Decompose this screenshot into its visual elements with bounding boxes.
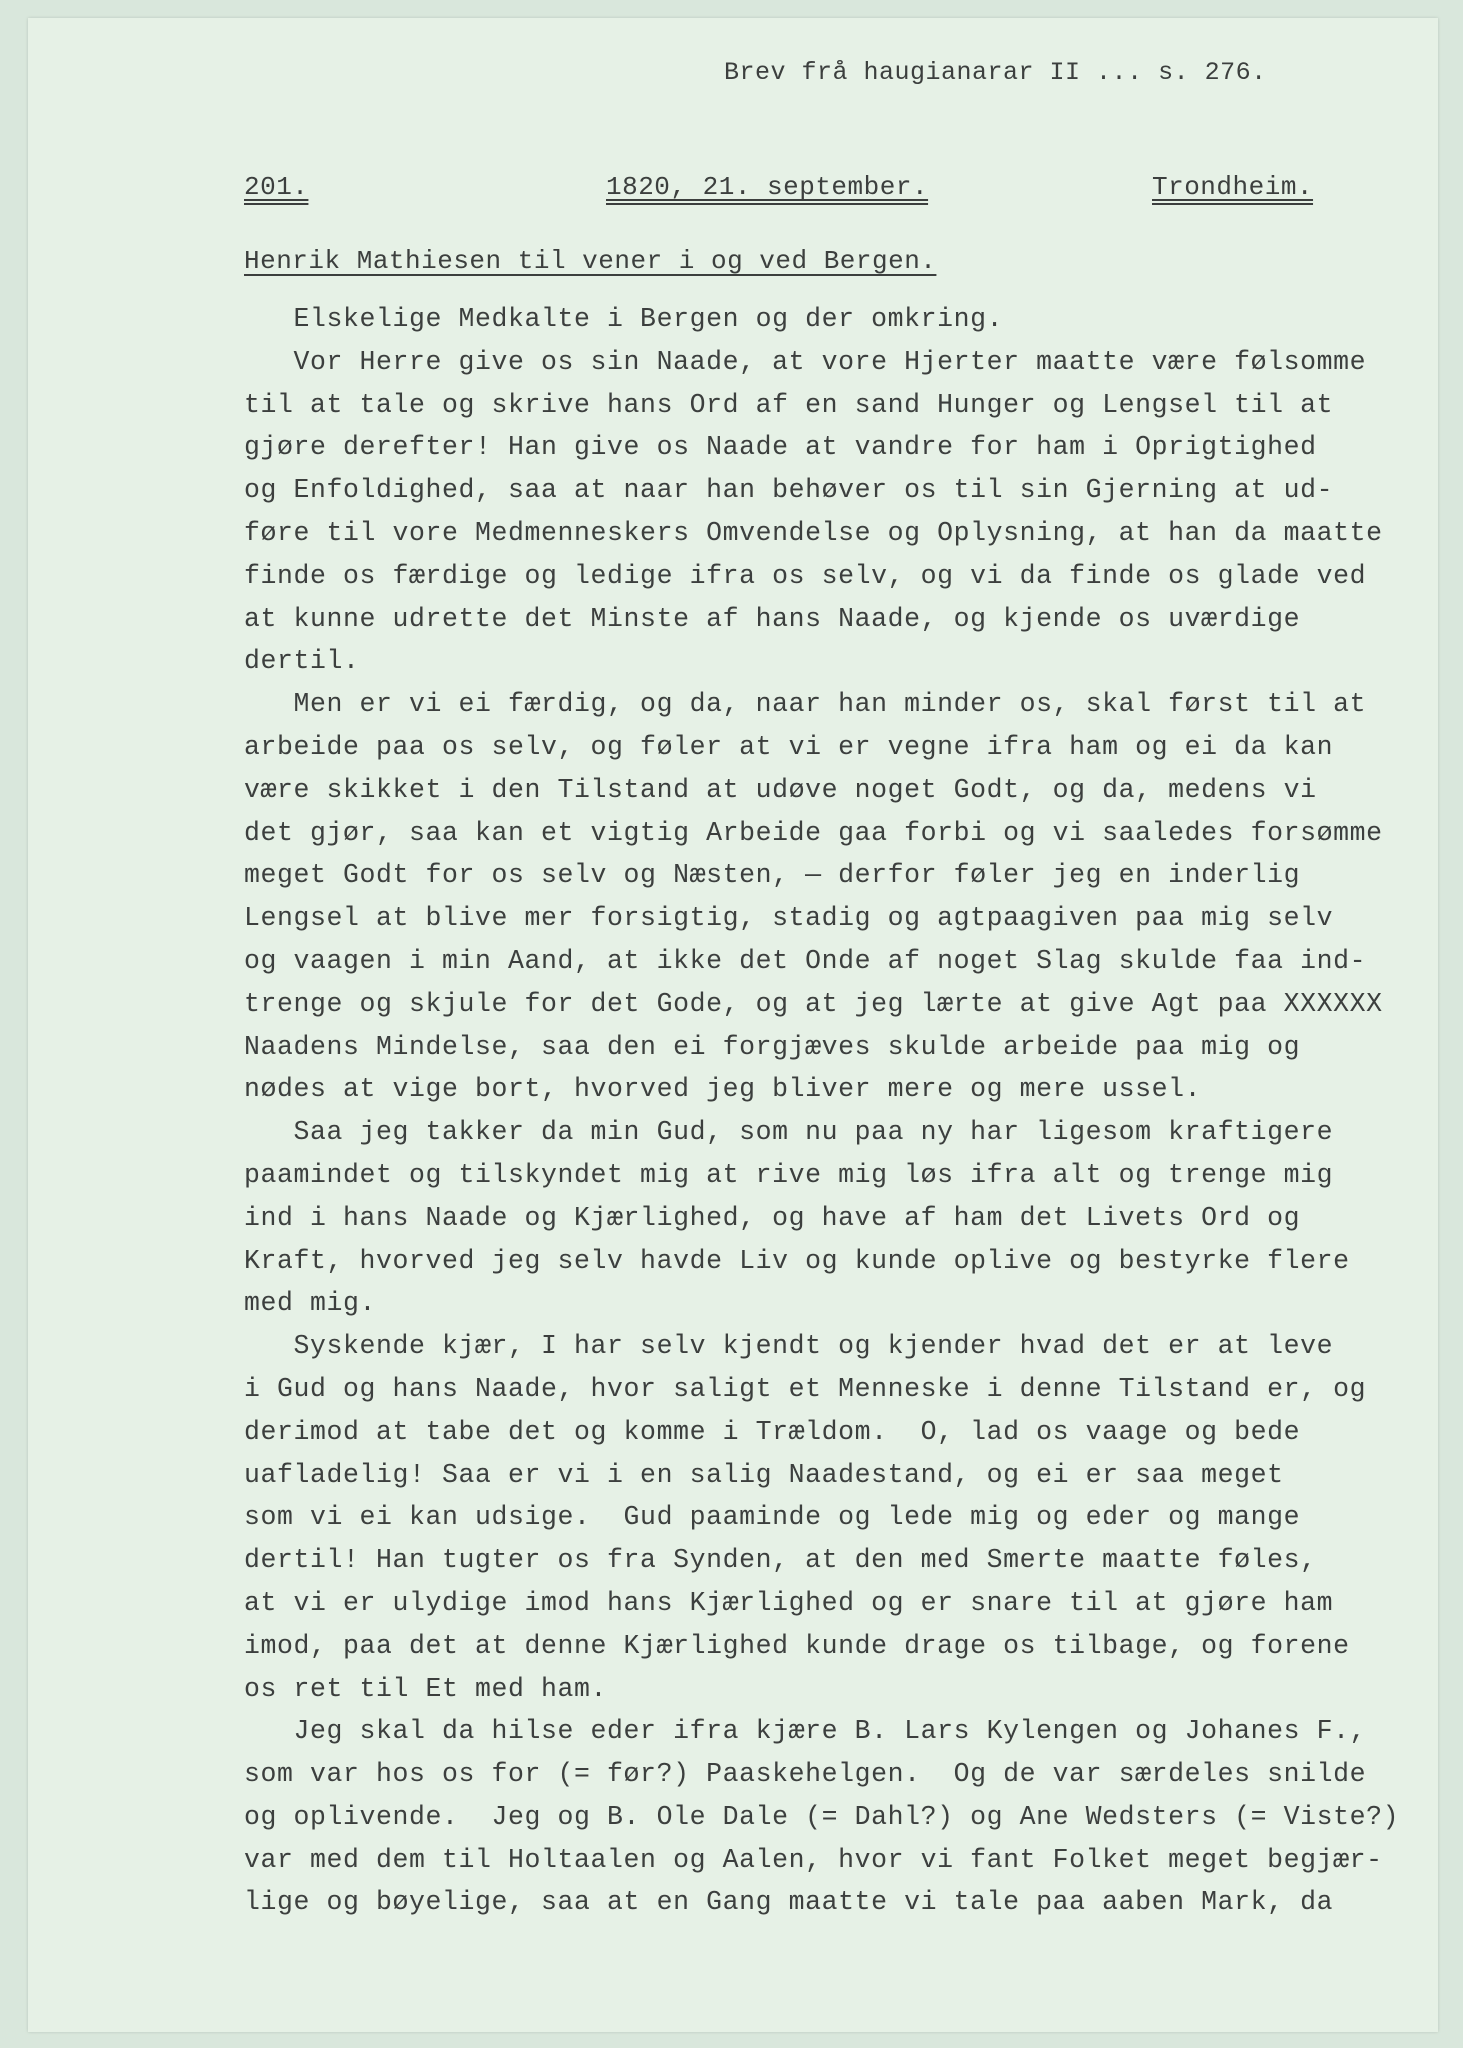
- text-line: gjøre derefter! Han give os Naade at vandre for ham i Oprigtighed: [244, 432, 1317, 463]
- letter-date: 1820, 21. september.: [606, 172, 929, 202]
- text-line: arbeide paa os selv, og føler at vi er vegne ifra ham og ei da kan: [244, 731, 1334, 762]
- text-line: nødes at vige bort, hvorved jeg bliver mere og mere ussel.: [244, 1074, 1202, 1105]
- text-line: Syskende kjær, I har selv kjendt og kjender hvad det er at leve: [244, 1331, 1334, 1362]
- text-line: føre til vore Medmenneskers Omvendelse og Oplysning, at han da maatte: [244, 517, 1383, 548]
- text-line: være skikket i den Tilstand at udøve noget Godt, og da, medens vi: [244, 774, 1317, 805]
- text-line: meget Godt for os selv og Næsten, — derfor føler jeg en inderlig: [244, 860, 1301, 891]
- text-line: i Gud og hans Naade, hvor saligt et Menneske i denne Tilstand er, og: [244, 1373, 1367, 1404]
- text-line: finde os færdige og ledige ifra os selv, og vi da finde os glade ved: [244, 560, 1367, 591]
- text-line: og Enfoldighed, saa at naar han behøver os til sin Gjerning at ud-: [244, 475, 1334, 506]
- text-line: lige og bøyelige, saa at en Gang maatte vi tale paa aaben Mark, da: [244, 1887, 1334, 1918]
- text-line: derimod at tabe det og komme i Trældom. O, lad os vaage og bede: [244, 1416, 1301, 1447]
- text-line: og oplivende. Jeg og B. Ole Dale (= Dahl?) og Ane Wedsters (= Viste?): [244, 1801, 1400, 1832]
- text-line: os ret til Et med ham.: [244, 1673, 608, 1704]
- text-line: som var hos os for (= før?) Paaskehelgen. Og de var særdeles snilde: [244, 1759, 1367, 1790]
- text-line: det gjør, saa kan et vigtig Arbeide gaa forbi og vi saaledes forsømme: [244, 817, 1383, 848]
- text-line: med mig.: [244, 1288, 377, 1319]
- source-reference: Brev frå haugianarar II ... s. 276.: [724, 58, 1267, 87]
- text-line: til at tale og skrive hans Ord af en sand Hunger og Lengsel til at: [244, 389, 1334, 420]
- text-line: Vor Herre give os sin Naade, at vore Hjerter maatte være følsomme: [244, 346, 1367, 377]
- letter-title: Henrik Mathiesen til vener i og ved Bergen.: [244, 246, 937, 276]
- text-line: dertil.: [244, 646, 360, 677]
- text-line: Jeg skal da hilse eder ifra kjære B. Lars Kylengen og Johanes F.,: [244, 1716, 1367, 1747]
- text-line: Elskelige Medkalte i Bergen og der omkring.: [244, 304, 1004, 334]
- text-line: Kraft, hvorved jeg selv havde Liv og kunde oplive og bestyrke flere: [244, 1245, 1350, 1276]
- text-line: Lengsel at blive mer forsigtig, stadig og agtpaagiven paa mig selv: [244, 903, 1334, 934]
- text-line: uafladelig! Saa er vi i en salig Naadestand, og ei er saa meget: [244, 1459, 1284, 1490]
- text-line: ind i hans Naade og Kjærlighed, og have af ham det Livets Ord og: [244, 1202, 1301, 1233]
- text-line: Men er vi ei færdig, og da, naar han minder os, skal først til at: [244, 689, 1367, 720]
- text-line: Naadens Mindelse, saa den ei forgjæves skulde arbeide paa mig og: [244, 1031, 1301, 1062]
- text-line: at kunne udrette det Minste af hans Naade, og kjende os uværdige: [244, 603, 1301, 634]
- text-line: som vi ei kan udsige. Gud paaminde og lede mig og eder og mange: [244, 1502, 1301, 1533]
- letter-number: 201.: [244, 172, 309, 202]
- text-line: imod, paa det at denne Kjærlighed kunde drage os tilbage, og forene: [244, 1630, 1350, 1661]
- text-line: at vi er ulydige imod hans Kjærlighed og er snare til at gjøre ham: [244, 1587, 1334, 1618]
- letter-place: Trondheim.: [1152, 172, 1314, 202]
- text-line: paamindet og tilskyndet mig at rive mig løs ifra alt og trenge mig: [244, 1159, 1334, 1190]
- text-line: var med dem til Holtaalen og Aalen, hvor vi fant Folket meget begjær-: [244, 1844, 1383, 1875]
- letter-body: [244, 298, 1434, 1924]
- text-line: og vaagen i min Aand, at ikke det Onde af noget Slag skulde faa ind-: [244, 945, 1367, 976]
- text-line: trenge og skjule for det Gode, og at jeg lærte at give Agt paa XXXXXX: [244, 988, 1383, 1019]
- text-line: Saa jeg takker da min Gud, som nu paa ny har ligesom kraftigere: [244, 1117, 1334, 1148]
- text-line: dertil! Han tugter os fra Synden, at den med Smerte maatte føles,: [244, 1545, 1317, 1576]
